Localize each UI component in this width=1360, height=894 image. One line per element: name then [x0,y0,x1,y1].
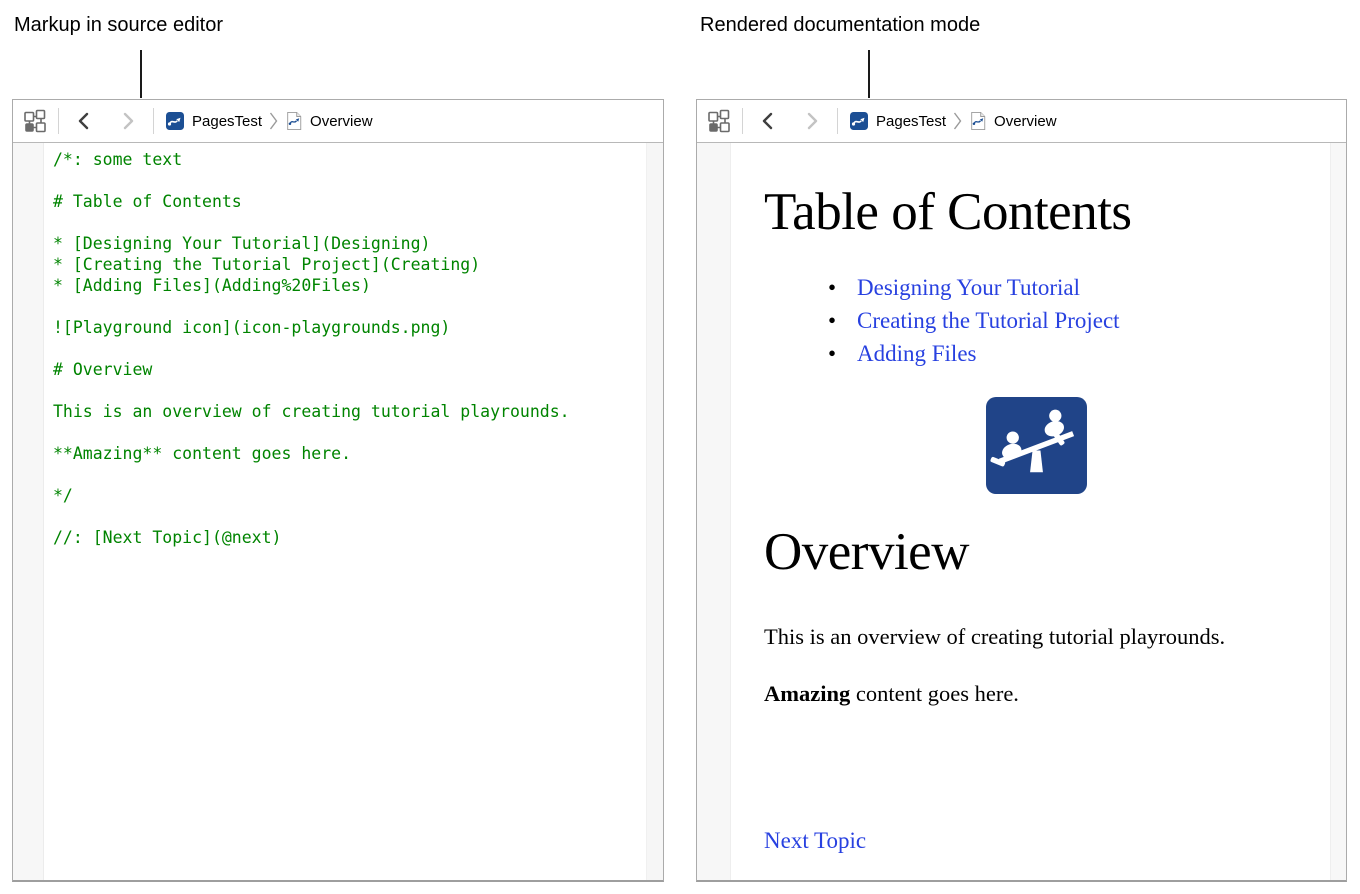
source-code-line[interactable]: * [Adding Files](Adding%20Files) [53,276,371,295]
back-chevron-icon[interactable] [760,111,776,131]
toc-link[interactable]: Adding Files [857,341,977,366]
toolbar-divider [153,108,154,134]
playground-project-icon [165,111,185,131]
source-code-line[interactable]: * [Creating the Tutorial Project](Creating) [53,255,481,274]
rendered-documentation-panel [696,99,1347,882]
breadcrumb-project[interactable] [849,111,946,131]
breadcrumb-page-label: Overview [310,112,373,130]
related-items-icon[interactable] [707,109,731,133]
source-code-line[interactable]: */ [53,486,73,505]
toc-link[interactable]: Creating the Tutorial Project [857,308,1120,333]
forward-chevron-icon[interactable] [804,111,820,131]
source-code-line[interactable]: # Overview [53,360,153,379]
breadcrumb-project-label: PagesTest [192,112,263,130]
toolbar-divider [58,108,59,134]
documentation-content [732,143,1329,880]
back-chevron-icon[interactable] [76,111,92,131]
toc-list [764,271,1309,370]
editor-gutter [13,143,44,880]
source-code-line[interactable] [53,212,646,233]
editor-scrollbar-track[interactable] [646,143,663,880]
breadcrumb-project-label: PagesTest [876,112,947,130]
playground-page-icon [969,111,987,131]
documentation-left-margin [697,143,731,880]
toc-list-item [828,337,1309,370]
annotation-connector-line [140,50,142,98]
editor-toolbar [13,100,663,143]
amazing-paragraph [764,680,1309,708]
playground-seesaw-icon [985,396,1088,495]
source-code-line[interactable]: * [Designing Your Tutorial](Designing) [53,234,431,253]
breadcrumb-page[interactable] [969,111,1057,131]
breadcrumb-page[interactable] [285,111,373,131]
source-code-line[interactable]: This is an overview of creating tutorial playrounds. [53,402,570,421]
editor-body [13,143,663,880]
toc-link[interactable]: Designing Your Tutorial [857,275,1081,300]
overview-heading: Overview [764,523,969,581]
annotation-right-label: Rendered documentation mode [700,14,981,36]
breadcrumb-chevron-icon [953,112,962,130]
source-code-line[interactable] [53,464,646,485]
source-code-line[interactable] [53,296,646,317]
overview-paragraph: This is an overview of creating tutorial playrounds. [764,624,1226,649]
toolbar-divider [837,108,838,134]
toc-heading: Table of Contents [764,183,1132,241]
source-editor-panel [12,99,664,882]
breadcrumb-page-label: Overview [994,112,1057,130]
playground-page-icon [285,111,303,131]
annotation-connector-line [868,50,870,98]
amazing-bold-text: Amazing [764,681,851,706]
related-items-icon[interactable] [23,109,47,133]
source-code-line[interactable]: **Amazing** content goes here. [53,444,352,463]
source-code-line[interactable]: ![Playground icon](icon-playgrounds.png) [53,318,451,337]
breadcrumb-chevron-icon [269,112,278,130]
next-topic-link[interactable]: Next Topic [764,828,867,853]
breadcrumb-project[interactable] [165,111,262,131]
source-code-line[interactable] [53,506,646,527]
source-code-line[interactable]: /*: some text [53,150,183,169]
source-code-line[interactable] [53,338,646,359]
toc-list-item [828,304,1309,337]
source-code-line[interactable] [53,380,646,401]
toolbar-divider [742,108,743,134]
toc-list-item [828,271,1309,304]
documentation-scrollbar-track[interactable] [1330,143,1346,880]
documentation-body [697,143,1346,880]
source-code-line[interactable]: //: [Next Topic](@next) [53,528,282,547]
source-code-area[interactable] [45,143,646,880]
documentation-toolbar [697,100,1346,143]
source-code-line[interactable] [53,422,646,443]
source-code-line[interactable] [53,170,646,191]
source-code-line[interactable]: # Table of Contents [53,192,242,211]
annotation-left-label: Markup in source editor [14,14,223,36]
forward-chevron-icon[interactable] [120,111,136,131]
amazing-rest-text: content goes here. [850,681,1019,706]
playground-project-icon [849,111,869,131]
